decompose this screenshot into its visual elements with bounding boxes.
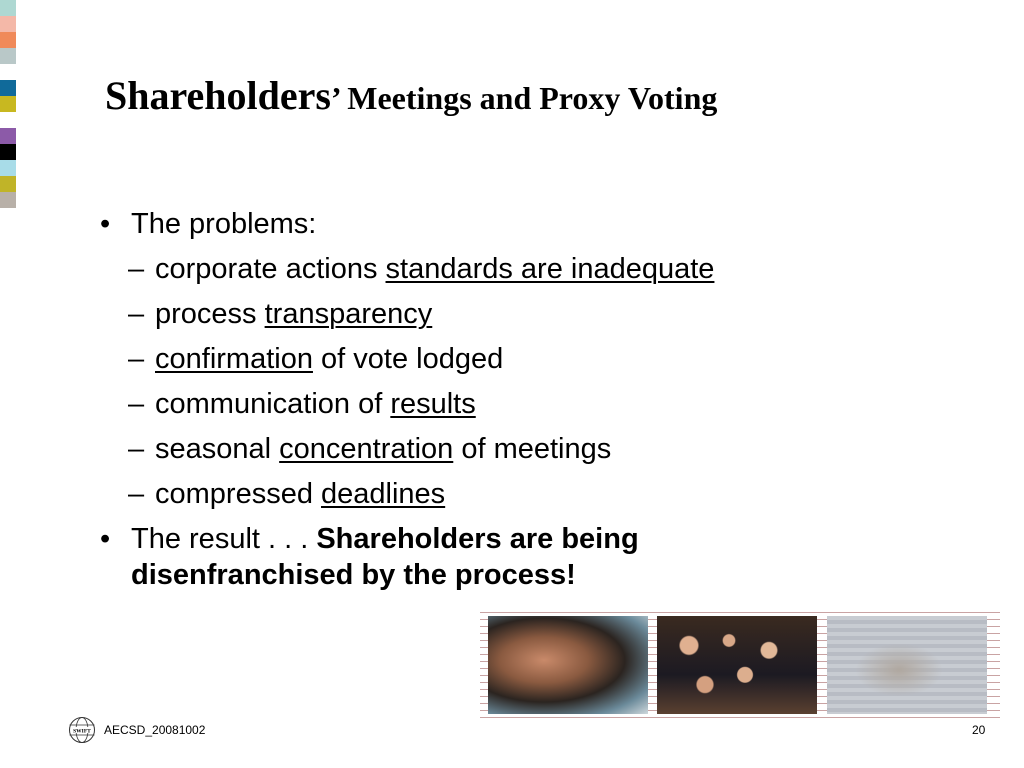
color-stripe	[0, 32, 16, 48]
photo-strip	[480, 606, 1000, 722]
sub-bullet-text: compressed	[155, 478, 322, 510]
sub-bullet-text: of meetings	[453, 433, 612, 465]
sub-bullet-text: communication of	[155, 388, 391, 420]
dash-marker: –	[128, 253, 145, 285]
swift-logo	[68, 716, 96, 744]
dash-marker: –	[128, 343, 145, 375]
sub-bullet	[100, 386, 820, 422]
underlined-text: results	[390, 388, 476, 420]
sub-bullet-text: of vote lodged	[312, 343, 504, 375]
color-stripe	[0, 112, 16, 128]
dash-marker: –	[128, 298, 145, 330]
photo-stressed-man	[488, 616, 648, 714]
color-stripe	[0, 192, 16, 208]
sub-bullet	[100, 251, 820, 287]
logo-text: SWIFT	[73, 728, 91, 735]
bullet-problems	[100, 206, 820, 242]
dash-marker: –	[128, 388, 145, 420]
footer-code: AECSD_20081002	[104, 723, 206, 737]
sub-bullet-text: process	[155, 298, 265, 330]
photo-meeting-audience	[657, 616, 817, 714]
underlined-text: deadlines	[321, 478, 446, 510]
slide-title	[105, 72, 717, 119]
sub-bullet	[100, 296, 820, 332]
bullet-result	[100, 521, 820, 593]
color-stripe	[0, 48, 16, 64]
bullet-dot: •	[100, 208, 111, 240]
color-stripe	[0, 64, 16, 80]
underlined-text: transparency	[264, 298, 433, 330]
sub-bullet-text: corporate actions	[155, 253, 386, 285]
color-stripe	[0, 0, 16, 16]
color-stripe	[0, 96, 16, 112]
color-stripe	[0, 128, 16, 144]
color-stripe	[0, 176, 16, 192]
sub-bullet	[100, 431, 820, 467]
bold-conclusion: Shareholders are being disenfranchised by the process!	[131, 523, 639, 591]
color-stripe	[0, 80, 16, 96]
bullet-text: The result . . .	[131, 523, 317, 555]
page-number: 20	[972, 723, 986, 737]
sub-bullet	[100, 476, 820, 512]
underlined-text: concentration	[279, 433, 454, 465]
dash-marker: –	[128, 433, 145, 465]
underlined-text: standards are inadequate	[385, 253, 715, 285]
title-part-1: Shareholders	[105, 73, 331, 118]
bullet-dot: •	[100, 523, 111, 555]
photo-blurred-office	[827, 616, 987, 714]
color-stripe-bar	[0, 0, 16, 208]
color-stripe	[0, 144, 16, 160]
dash-marker: –	[128, 478, 145, 510]
color-stripe	[0, 160, 16, 176]
underlined-text: confirmation	[155, 343, 313, 375]
color-stripe	[0, 16, 16, 32]
title-part-2: ’ Meetings and Proxy Voting	[330, 80, 718, 116]
sub-bullet	[100, 341, 820, 377]
slide-body	[100, 206, 820, 593]
sub-bullet-text: seasonal	[155, 433, 280, 465]
bullet-text: The problems:	[131, 208, 317, 240]
